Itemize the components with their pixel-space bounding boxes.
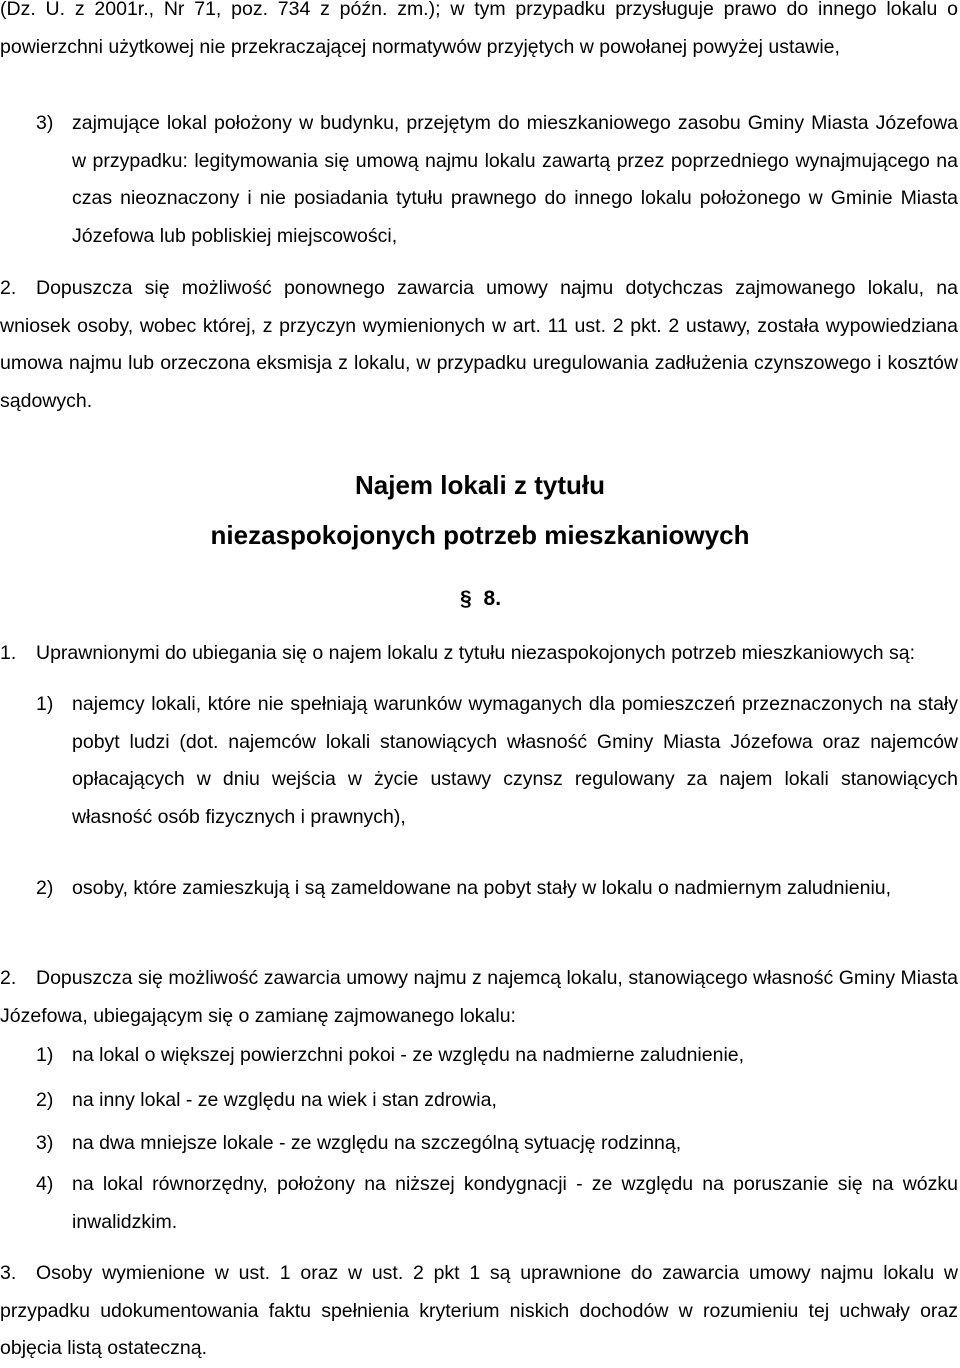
list-item-label: 4) (36, 1173, 54, 1195)
section-symbol: § (460, 587, 472, 610)
paragraph-text: Osoby wymienione w ust. 1 oraz w ust. 2 pkt 1 są uprawnione do zawarcia umowy najmu lokalu w przypadku udokumentowania faktu spełnienia kryterium niskich dochodów w rozumieniu tej uchwały oraz objęcia listą ostateczną. (0, 1262, 958, 1359)
paragraph-text: Uprawnionymi do ubiegania się o najem lokalu z tytułu niezaspokojonych potrzeb mieszkaniowych są: (36, 642, 916, 664)
list-item-text: najemcy lokali, które nie spełniają warunków wymaganych dla pomieszczeń przeznaczonych na stały pobyt ludzi (dot. najemców lokali stanowiących własność Gminy Miasta Józefowa oraz najemców opłacających w dniu wejścia w życie ustawy czynsz regulowany za najem lokali stanowiących własność osób fizycznych i prawnych), (72, 693, 958, 828)
section-heading-line1: Najem lokali z tytułu (355, 470, 605, 500)
list-item-label: 2) (36, 1089, 54, 1111)
paragraph-number: 1. (0, 642, 17, 664)
paragraph-text: Dopuszcza się możliwość ponownego zawarcia umowy najmu dotychczas zajmowanego lokalu, na wniosek osoby, wobec której, z przyczyn wymienionych w art. 11 ust. 2 pkt. 2 ustawy, została wypowiedziana umowa najmu lub orzeczona eksmisja z lokalu, w przypadku uregulowania zadłużenia czynszowego i kosztów sądowych. (0, 277, 958, 412)
list-item-text: na inny lokal - ze względu na wiek i stan zdrowia, (72, 1089, 497, 1111)
continuation-paragraph: (Dz. U. z 2001r., Nr 71, poz. 734 z późn. zm.); w tym przypadku przysługuje prawo do innego lokalu o powierzchni użytkowej nie przekraczającej normatywów przyjętych w powołanej powyżej ustawie, (0, 0, 958, 58)
paragraph-number: 2. (0, 967, 17, 989)
list-item-text: osoby, które zamieszkują i są zameldowane na pobyt stały w lokalu o nadmiernym zaludnieniu, (72, 877, 892, 899)
list-item-text: na lokal równorzędny, położony na niższej kondygnacji - ze względu na poruszanie się na wózku inwalidzkim. (72, 1173, 958, 1233)
list-item-text: na dwa mniejsze lokale - ze względu na szczególną sytuację rodzinną, (72, 1132, 682, 1154)
section-number-value: 8. (483, 587, 502, 610)
section-number (460, 587, 501, 611)
list-item-text: zajmujące lokal położony w budynku, przejętym do mieszkaniowego zasobu Gminy Miasta Józefowa w przypadku: legitymowania się umową najmu lokalu zawartą przez poprzedniego wynajmującego na czas nieoznaczony i nie posiadania tytułu prawnego do innego lokalu położonego w Gminie Miasta Józefowa lub pobliskiej miejscowości, (72, 112, 958, 247)
paragraph-number: 3. (0, 1262, 17, 1284)
list-item-label: 1) (36, 693, 54, 715)
list-item-label: 3) (36, 1132, 54, 1154)
list-item-label: 1) (36, 1044, 54, 1066)
list-item-label: 3) (36, 112, 54, 134)
section-heading-line2: niezaspokojonych potrzeb mieszkaniowych (210, 520, 750, 550)
paragraph-text: Dopuszcza się możliwość zawarcia umowy najmu z najemcą lokalu, stanowiącego własność Gminy Miasta Józefowa, ubiegającym się o zamianę zajmowanego lokalu: (0, 967, 958, 1027)
list-item-label: 2) (36, 877, 54, 899)
list-item-text: na lokal o większej powierzchni pokoi - ze względu na nadmierne zaludnienie, (72, 1044, 745, 1066)
paragraph-number: 2. (0, 277, 17, 299)
